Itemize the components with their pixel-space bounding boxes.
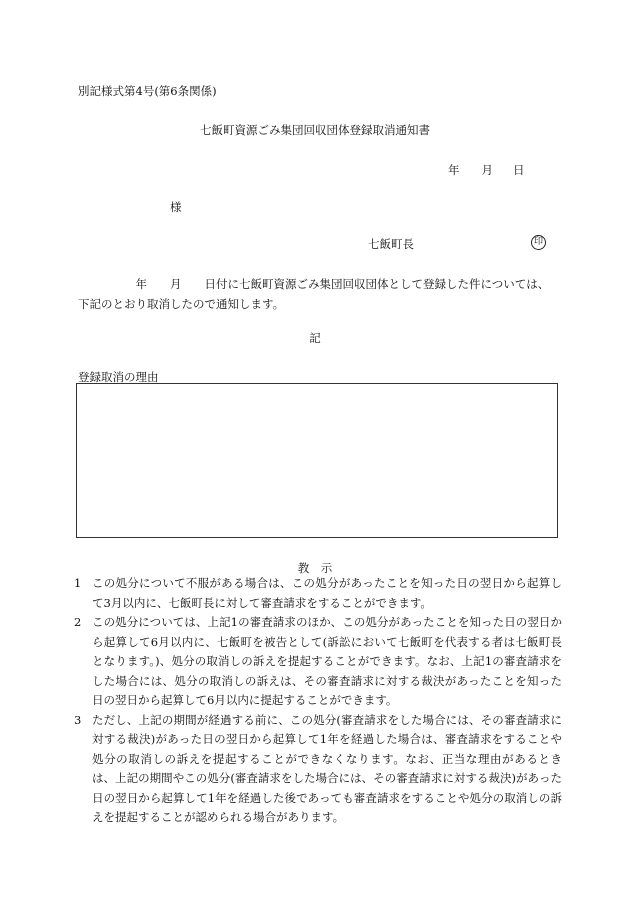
note-number: 3 <box>74 712 82 727</box>
note-number: 2 <box>74 615 82 629</box>
kyoji-notes <box>74 574 562 828</box>
date-line <box>448 162 525 178</box>
note-text: この処分については、上記1の審査請求のほか、この処分があったことを知った日の翌日から起算して6月以内に、七飯町を被告として(訴訟において七飯町を代表する者は七飯町長となります。)、処分の取消しの訴えを提起することができます。なお、上記1の審査請求をした場合には、処分の取消しの訴えは、その審査請求に対する裁決があったことを知った日の翌日から起算して6月以内に提起することができます。 <box>92 615 562 707</box>
kyoji-title: 教 示 <box>297 561 333 575</box>
addressee-suffix: 様 <box>170 200 182 214</box>
body-paragraph: 年 月 日付に七飯町資源ごみ集団回収団体として登録した件については、下記のとおり取消したので通知します。 <box>78 277 550 311</box>
date-year: 年 <box>448 163 460 177</box>
reason-box <box>76 383 558 538</box>
note-item <box>74 613 562 711</box>
reason-label: 登録取消の理由 <box>78 370 159 384</box>
issuer-name: 七飯町長 <box>368 237 414 251</box>
document-title: 七飯町資源ごみ集団回収団体登録取消通知書 <box>200 123 430 137</box>
note-item <box>74 574 562 613</box>
note-text: ただし、上記の期間が経過する前に、この処分(審査請求をした場合には、その審査請求に対する裁決)があった日の翌日から起算して1年を経過した場合は、審査請求をすることや処分の取消しの訴えを提起することができなくなります。なお、正当な理由があるときは、上記の期間やこの処分(審査請求をした場合には、その審査請求に対する裁決)があった日の翌日から起算して1年を経過した後であっても審査請求をすることや処分の取消しの訴えを提起することが認められる場合があります。 <box>92 712 562 824</box>
notification-body <box>78 274 560 314</box>
note-text: この処分について不服がある場合は、この処分があったことを知った日の翌日から起算して3月以内に、七飯町長に対して審査請求をすることができます。 <box>92 576 562 610</box>
date-month: 月 <box>481 163 493 177</box>
seal-mark: 印 <box>531 235 546 250</box>
ki-heading: 記 <box>309 331 321 345</box>
form-number: 別記様式第4号(第6条関係) <box>78 84 217 98</box>
date-day: 日 <box>513 163 525 177</box>
note-number: 1 <box>74 576 82 590</box>
note-item <box>74 711 562 828</box>
